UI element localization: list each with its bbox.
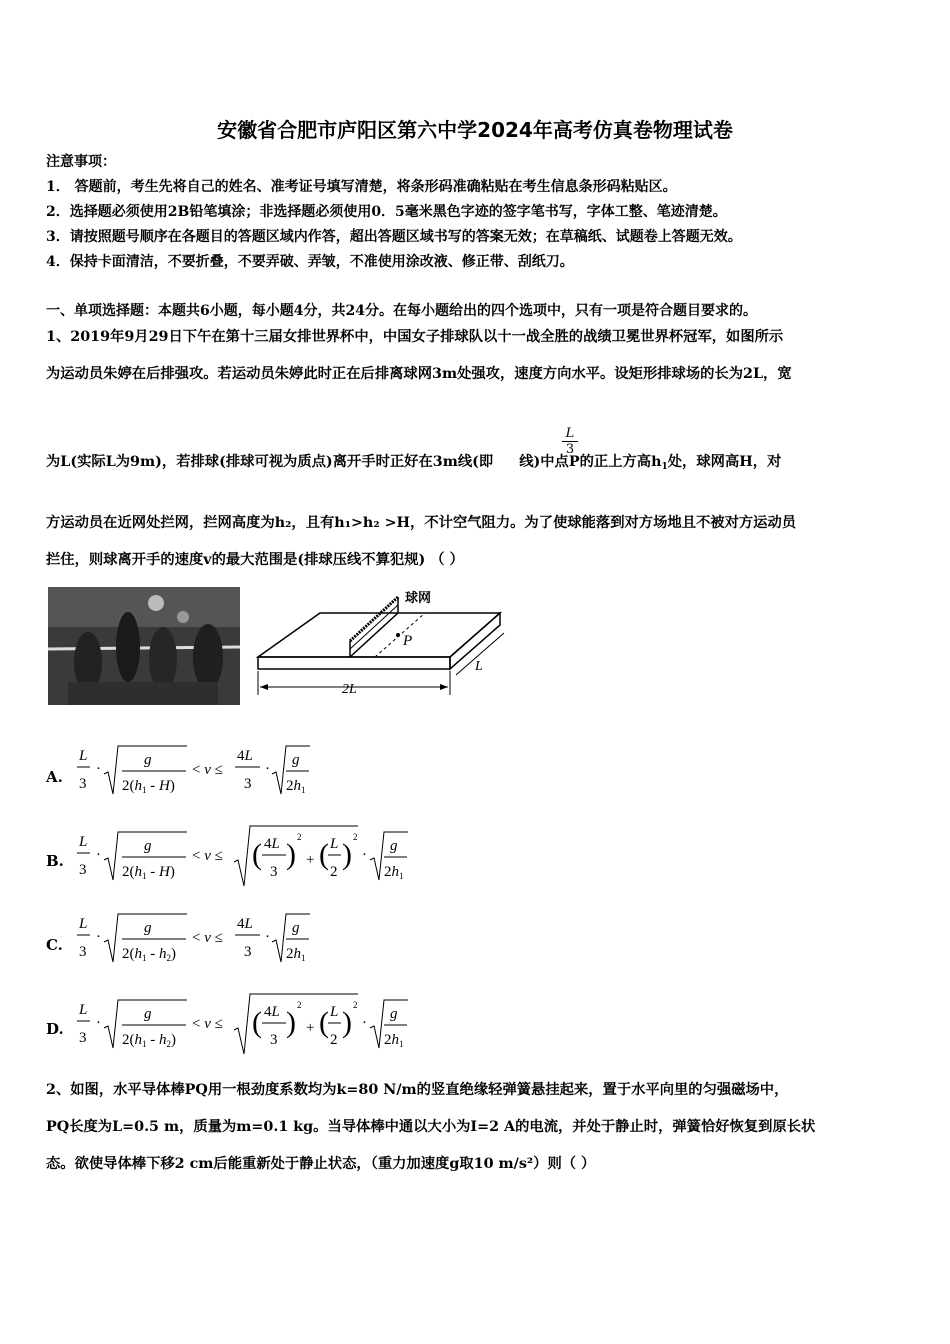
svg-text:2: 2 <box>353 1000 358 1010</box>
option-b-formula <box>74 820 434 888</box>
q2-line-1: 2、如图，水平导体棒PQ用一根劲度系数均为k=80 N/m的竖直绝缘轻弹簧悬挂起来，置于水平向里的匀强磁场中， <box>46 1082 789 1098</box>
svg-text:3: 3 <box>79 1030 87 1046</box>
svg-text:4L: 4L <box>264 1004 280 1020</box>
svg-text:L: L <box>330 1004 339 1020</box>
svg-text:4L: 4L <box>264 836 280 852</box>
svg-text:3: 3 <box>79 944 87 960</box>
option-d-label: D. <box>46 1020 64 1038</box>
svg-text:2h1: $2h_1$ <box>384 1032 404 1049</box>
svg-text:·: · <box>265 761 270 777</box>
svg-text:): ) <box>342 838 352 871</box>
svg-text:2(h1 - H): $2(h_1 - H)$ <box>122 864 175 881</box>
svg-text:L: L <box>330 836 339 852</box>
fraction-numerator: L <box>565 426 575 441</box>
option-c-formula <box>74 906 324 968</box>
length-label: 2L <box>342 682 357 697</box>
notice-item-1: 1． 答题前，考生先将自己的姓名、准考证号填写清楚，将条形码准确粘贴在考生信息条形码粘贴区。 <box>46 179 677 195</box>
svg-text:g: g <box>144 1006 152 1022</box>
svg-text:+: + <box>306 852 315 868</box>
svg-text:g: g <box>292 752 300 768</box>
svg-text:< v ≤: < v ≤ <box>192 848 223 864</box>
q1-h1-sub: 1 <box>661 462 668 472</box>
svg-text:3: 3 <box>270 1032 278 1048</box>
q1-line-3a: 为L(实际L为9m)，若排球(排球可视为质点)离开手时正好在3m线(即 <box>46 454 494 470</box>
svg-text:< v ≤: < v ≤ <box>192 930 223 946</box>
svg-text:g: g <box>390 1006 398 1022</box>
q1-inline-fraction <box>562 426 578 457</box>
notice-item-2: 2．选择题必须使用2B铅笔填涂；非选择题必须使用0．5毫米黑色字迹的签字笔书写，字体工整、笔迹清楚。 <box>46 204 727 220</box>
svg-text:g: g <box>144 920 152 936</box>
svg-text:·: · <box>265 929 270 945</box>
svg-text:g: g <box>390 838 398 854</box>
svg-text:(: ( <box>319 1006 329 1039</box>
svg-text:3: 3 <box>244 776 252 792</box>
svg-text:< v ≤: < v ≤ <box>192 1016 223 1032</box>
svg-text:2: 2 <box>353 832 358 842</box>
volleyball-photo <box>48 587 240 705</box>
q1-line-5: 拦住，则球离开手的速度v的最大范围是(排球压线不算犯规) （ ） <box>46 552 464 568</box>
svg-text:3: 3 <box>244 944 252 960</box>
svg-text:2: 2 <box>297 832 302 842</box>
point-p-label: P <box>403 633 413 649</box>
svg-text:·: · <box>96 761 101 777</box>
option-b-label: B. <box>46 852 64 870</box>
svg-text:g: g <box>292 920 300 936</box>
svg-text:·: · <box>96 929 101 945</box>
svg-text:g: g <box>144 752 152 768</box>
svg-text:): ) <box>286 1006 296 1039</box>
svg-text:2h1: $2h_1$ <box>286 946 306 963</box>
svg-text:(: ( <box>252 838 262 871</box>
svg-text:): ) <box>342 1006 352 1039</box>
notice-item-4: 4．保持卡面清洁，不要折叠，不要弄破、弄皱，不准使用涂改液、修正带、刮纸刀。 <box>46 254 574 270</box>
q1-line-1: 1、2019年9月29日下午在第十三届女排世界杯中，中国女子排球队以十一战全胜的战绩卫冕世界杯冠军，如图所示 <box>46 329 784 345</box>
fraction-denominator: 3 <box>562 441 578 457</box>
svg-text:·: · <box>96 1015 101 1031</box>
svg-text:2h1: $2h_1$ <box>384 864 404 881</box>
q1-line-3b: 线)中点P的正上方高h <box>519 454 662 470</box>
option-d-formula <box>74 988 434 1056</box>
svg-text:·: · <box>362 1015 367 1031</box>
q1-line-3 <box>46 452 781 477</box>
svg-text:4L: 4L <box>237 748 253 764</box>
width-label: L <box>475 659 483 674</box>
svg-text:2: 2 <box>330 864 338 880</box>
q2-line-3: 态。欲使导体棒下移2 cm后能重新处于静止状态，（重力加速度g取10 m/s²）则（ ） <box>46 1156 596 1172</box>
svg-text:2(h1 - h2): $2(h_1 - h_2)$ <box>122 1032 176 1049</box>
q2-line-2: PQ长度为L=0.5 m，质量为m=0.1 kg。当导体棒中通以大小为I=2 A的电流，并处于静止时，弹簧恰好恢复到原长状 <box>46 1119 816 1135</box>
q1-line-4: 方运动员在近网处拦网，拦网高度为h₂，且有h₁>h₂ >H，不计空气阻力。为了使球能落到对方场地且不被对方运动员 <box>46 515 797 531</box>
notice-item-3: 3．请按照题号顺序在各题目的答题区域内作答，超出答题区域书写的答案无效；在草稿纸、试题卷上答题无效。 <box>46 229 742 245</box>
q1-line-2: 为运动员朱婷在后排强攻。若运动员朱婷此时正在后排离球网3m处强攻，速度方向水平。设矩形排球场的长为2L，宽 <box>46 366 792 382</box>
q1-line-3c: 处，球网高H，对 <box>667 454 782 470</box>
option-a-label: A. <box>46 768 63 786</box>
svg-text:L: L <box>79 1002 88 1018</box>
svg-text:·: · <box>96 847 101 863</box>
svg-text:4L: 4L <box>237 916 253 932</box>
svg-text:·: · <box>362 847 367 863</box>
exam-title: 安徽省合肥市庐阳区第六中学2024年高考仿真卷物理试卷 <box>217 118 733 142</box>
svg-text:3: 3 <box>79 776 87 792</box>
svg-text:L: L <box>79 748 88 764</box>
svg-text:(: ( <box>252 1006 262 1039</box>
svg-text:2: 2 <box>330 1032 338 1048</box>
court-diagram <box>250 585 510 710</box>
svg-text:+: + <box>306 1020 315 1036</box>
svg-text:(: ( <box>319 838 329 871</box>
section-heading: 一、单项选择题：本题共6小题，每小题4分，共24分。在每小题给出的四个选项中，只有一项是符合题目要求的。 <box>46 303 757 319</box>
svg-text:2: 2 <box>297 1000 302 1010</box>
option-c-label: C. <box>46 936 63 954</box>
option-a-formula <box>74 738 324 800</box>
svg-text:3: 3 <box>79 862 87 878</box>
svg-text:2h1: $2h_1$ <box>286 778 306 795</box>
svg-text:): ) <box>286 838 296 871</box>
svg-text:g: g <box>144 838 152 854</box>
svg-text:L: L <box>79 834 88 850</box>
svg-text:< v ≤: < v ≤ <box>192 762 223 778</box>
svg-text:2(h1 - h2): $2(h_1 - h_2)$ <box>122 946 176 963</box>
notice-heading: 注意事项： <box>46 154 116 170</box>
net-label: 球网 <box>405 590 432 605</box>
svg-text:3: 3 <box>270 864 278 880</box>
svg-text:L: L <box>79 916 88 932</box>
svg-text:2(h1 - H): $2(h_1 - H)$ <box>122 778 175 795</box>
